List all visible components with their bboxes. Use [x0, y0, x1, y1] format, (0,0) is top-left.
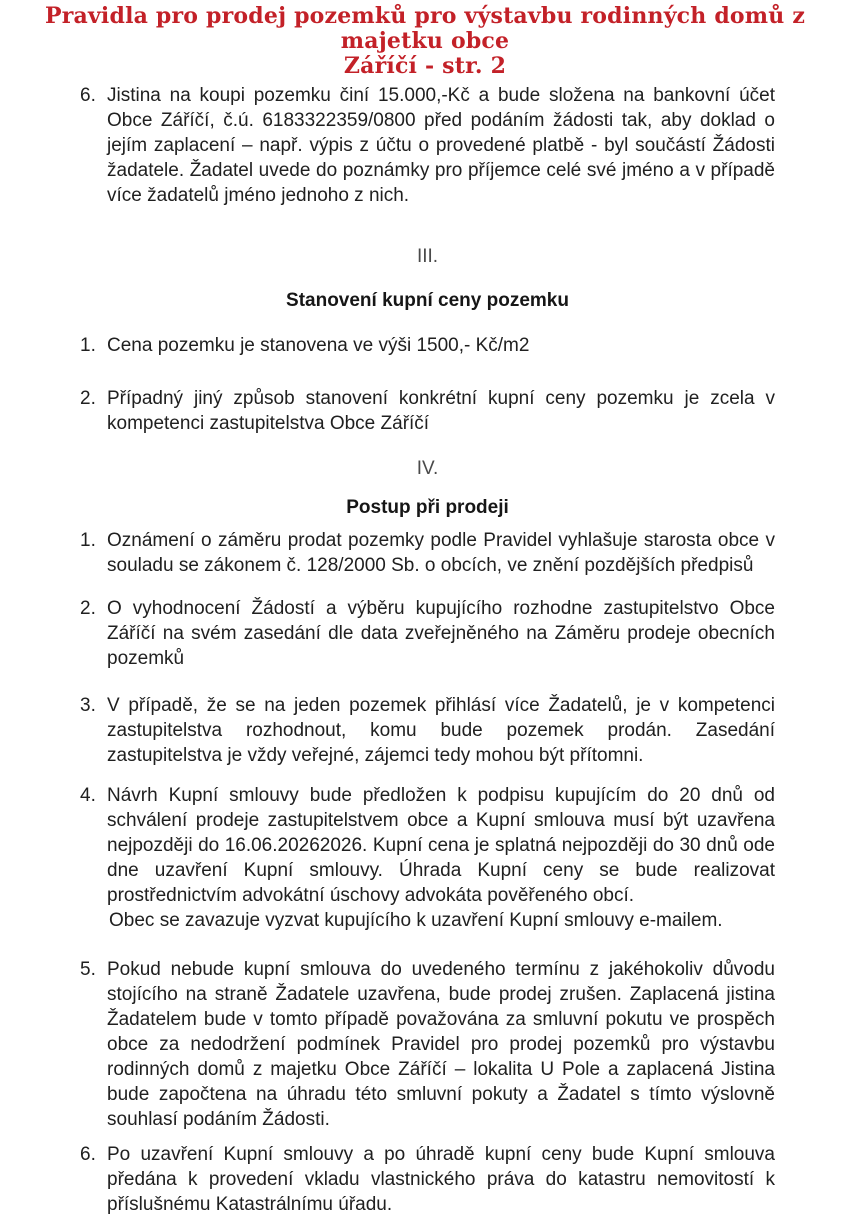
list-number: 1. — [80, 335, 96, 356]
list-number: 5. — [80, 959, 96, 980]
page-title-line1: Pravidla pro prodej pozemků pro výstavbu rodinných domů z majetku obce — [44, 3, 806, 54]
list-item-katastr — [80, 1142, 775, 1217]
section-3-heading: Stanovení kupní ceny pozemku — [286, 290, 569, 311]
list-item-text: Pokud nebude kupní smlouva do uvedeného termínu z jakéhokoliv důvodu stojícího na straně Žadatele uzavřena, bude prodej zrušen. Zaplacená jistina Žadatelem bude v tomto případě považována za smluvní pokutu ve prospěch obce za nedodržení podmínek Pravidel pro prodej pozemků pro výstavbu rodinných domů z majetku Obce Záříčí – lokalita U Pole a zaplacená Jistina bude započtena na úhradu této smluvní pokuty a Žadatel s tímto výslovně souhlasí podáním Žádosti. — [107, 959, 775, 1130]
list-number: 3. — [80, 695, 96, 716]
list-item-vyhodnoceni — [80, 596, 775, 671]
list-number: 6. — [80, 85, 96, 106]
list-item-oznameni — [80, 528, 775, 578]
list-item-jistina — [80, 83, 775, 208]
list-number: 2. — [80, 598, 96, 619]
list-item-zruseni-prodeje — [80, 957, 775, 1132]
list-item-navrh-smlouvy — [80, 783, 775, 933]
list-item-text: Po uzavření Kupní smlouvy a po úhradě kupní ceny bude Kupní smlouva předána k provedení vkladu vlastnického práva do katastru nemovitostí k příslušnému Katastrálnímu úřadu. — [107, 1144, 775, 1215]
list-item-vice-zadatelu — [80, 693, 775, 768]
list-item-text: Případný jiný způsob stanovení konkrétní kupní ceny pozemku je zcela v kompetenci zastupitelstva Obce Záříčí — [107, 388, 775, 434]
page-title — [0, 4, 850, 79]
list-item-text: Návrh Kupní smlouvy bude předložen k podpisu kupujícím do 20 dnů od schválení prodeje zastupitelstvem obce a Kupní smlouva musí být uzavřena nejpozději do 16.06.20262026. Kupní cena je splatná nejpozději do 30 dnů ode dne uzavření Kupní smlouvy. Úhrada Kupní ceny se bude realizovat prostřednictvím advokátní úschovy advokáta pověřeného obcí. — [107, 785, 775, 906]
section-3-numeral: III. — [416, 246, 439, 267]
list-number: 2. — [80, 388, 96, 409]
page-title-line2: Záříčí - str. 2 — [343, 53, 507, 79]
list-item-extra-text: Obec se zavazuje vyzvat kupujícího k uzavření Kupní smlouvy e-mailem. — [109, 910, 723, 931]
section-4-numeral: IV. — [416, 458, 439, 479]
list-item-text: Cena pozemku je stanovena ve výši 1500,- Kč/m2 — [107, 335, 530, 356]
list-item-jiny-zpusob — [80, 386, 775, 436]
list-item-text: Oznámení o záměru prodat pozemky podle Pravidel vyhlašuje starosta obce v souladu se zákonem č. 128/2000 Sb. o obcích, ve znění pozdějších předpisů — [107, 530, 775, 576]
list-number: 4. — [80, 785, 96, 806]
list-item-text: O vyhodnocení Žádostí a výběru kupujícího rozhodne zastupitelstvo Obce Záříčí na svém zasedání dle data zveřejněného na Záměru prodeje obecních pozemků — [107, 598, 775, 669]
list-item-cena — [80, 333, 775, 358]
list-number: 6. — [80, 1144, 96, 1165]
document-content — [0, 83, 850, 1217]
list-item-text: V případě, že se na jeden pozemek přihlásí více Žadatelů, je v kompetenci zastupitelstva rozhodnout, komu bude pozemek prodán. Zasedání zastupitelstva je vždy veřejné, zájemci tedy mohou být přítomni. — [107, 695, 775, 766]
list-item-text: Jistina na koupi pozemku činí 15.000,-Kč a bude složena na bankovní účet Obce Záříčí, č.ú. 6183322359/0800 před podáním žádosti tak, aby doklad o jejím zaplacení – např. výpis z účtu o provedené platbě - byl součástí Žádosti žadatele. Žadatel uvede do poznámky pro příjemce celé své jméno a v případě více žadatelů jméno jednoho z nich. — [107, 85, 775, 206]
section-4-heading: Postup při prodeji — [346, 497, 509, 518]
list-number: 1. — [80, 530, 96, 551]
